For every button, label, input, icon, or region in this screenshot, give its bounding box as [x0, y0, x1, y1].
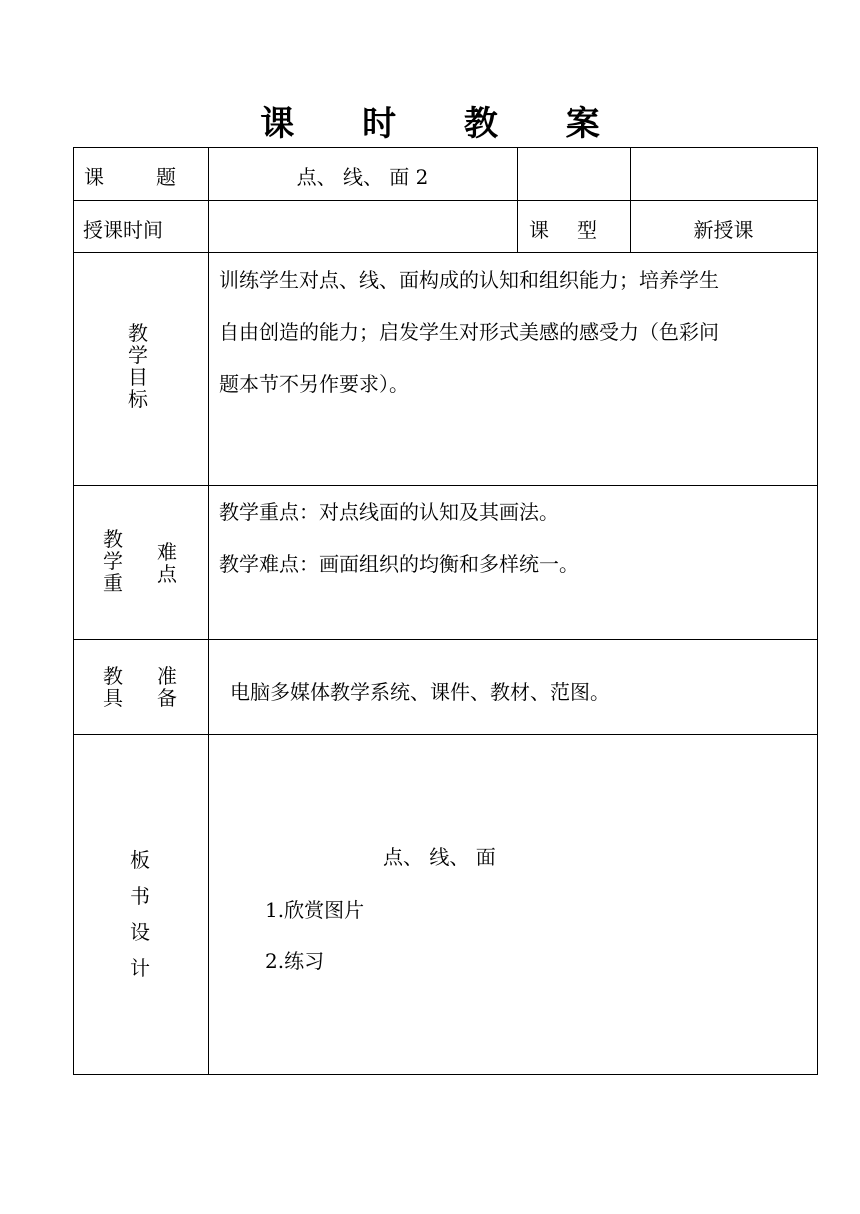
prep-label-char: 准	[157, 664, 177, 688]
key-points-label-col1	[103, 528, 123, 594]
prep-label-col2	[157, 665, 177, 709]
type-label-char-2: 型	[577, 218, 597, 242]
key-points-label-char: 难	[157, 540, 177, 564]
objective-line: 自由创造的能力；启发学生对形式美感的感受力（色彩问	[219, 320, 719, 344]
objective-label-char: 目	[128, 365, 148, 389]
objective-label-char: 学	[128, 343, 148, 367]
prep-value: 电脑多媒体教学系统、课件、教材、范图。	[230, 680, 610, 704]
key-points-label-char: 学	[103, 549, 123, 573]
key-points-label-char: 点	[157, 562, 177, 586]
topic-label-char-1: 课	[84, 165, 104, 189]
key-points-label-char: 教	[103, 527, 123, 551]
prep-label-char: 教	[103, 664, 123, 688]
board-heading: 点、 线、 面	[383, 845, 496, 869]
objective-label-char: 标	[128, 387, 148, 411]
topic-value: 点、 线、 面 2	[296, 165, 429, 189]
objective-label	[128, 322, 148, 410]
objective-line: 题本节不另作要求）。	[219, 372, 409, 396]
topic-label-char-2: 题	[156, 165, 176, 189]
topic-label	[84, 161, 104, 190]
key-points-label-char: 重	[103, 571, 123, 595]
teaching-difficulty: 教学难点：画面组织的均衡和多样统一。	[219, 552, 579, 576]
type-label-char-1: 课	[529, 218, 549, 242]
board-label-char: 设	[130, 920, 150, 944]
topic-label-2	[156, 161, 176, 190]
board-label-char: 计	[130, 956, 150, 980]
prep-label-col1	[103, 665, 123, 709]
prep-label-char: 备	[157, 686, 177, 710]
board-item: 2.练习	[265, 949, 325, 973]
page-title: 课 时 教 案	[260, 104, 628, 144]
key-points-text	[219, 486, 815, 590]
board-label-char: 书	[130, 884, 150, 908]
board-label	[130, 842, 150, 986]
board-label-char: 板	[130, 848, 150, 872]
teaching-focus: 教学重点：对点线面的认知及其画法。	[219, 500, 559, 524]
board-item: 1.欣赏图片	[265, 898, 365, 922]
objective-text	[219, 254, 815, 410]
objective-line: 训练学生对点、线、面构成的认知和组织能力；培养学生	[219, 268, 719, 292]
objective-label-char: 教	[128, 321, 148, 345]
type-value: 新授课	[693, 218, 754, 242]
time-label: 授课时间	[83, 218, 163, 242]
key-points-label-col2	[157, 541, 177, 585]
prep-label-char: 具	[103, 686, 123, 710]
